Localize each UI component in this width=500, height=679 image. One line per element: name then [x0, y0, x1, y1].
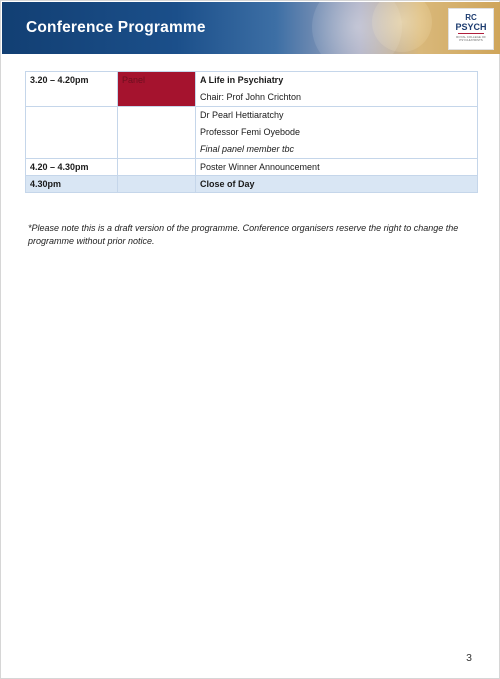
session-cell	[196, 72, 478, 107]
programme-table	[25, 71, 478, 193]
draft-disclaimer: *Please note this is a draft version of the programme. Conference organisers reserve the right to change the programme without prior notice.	[28, 223, 459, 246]
logo-text-college: ROYAL COLLEGE OF PSYCHIATRISTS	[456, 35, 486, 42]
panel-member: Final panel member tbc	[200, 144, 295, 154]
session-type-cell	[118, 107, 196, 159]
logo-text-psych: PSYCH	[455, 22, 487, 32]
session-type-cell	[118, 176, 196, 193]
table-row	[26, 176, 478, 193]
panel-member: Professor Femi Oyebode	[200, 127, 301, 137]
time-cell	[26, 107, 118, 159]
table-row	[26, 159, 478, 176]
session-type-cell	[118, 159, 196, 176]
logo-text-rc: RC	[465, 13, 477, 22]
panel-member: Dr Pearl Hettiaratchy	[200, 110, 284, 120]
table-row	[26, 107, 478, 159]
session-chair: Chair: Prof John Crichton	[200, 92, 302, 102]
logo-divider	[458, 33, 484, 34]
time-cell: 3.20 – 4.20pm	[26, 72, 118, 107]
session-cell: Close of Day	[196, 176, 478, 193]
rcpsych-logo	[448, 8, 494, 50]
session-cell: Poster Winner Announcement	[196, 159, 478, 176]
time-cell: 4.20 – 4.30pm	[26, 159, 118, 176]
session-title: A Life in Psychiatry	[200, 75, 284, 85]
page-number: 3	[466, 652, 472, 664]
session-type-cell: Panel	[118, 72, 196, 107]
header-banner	[2, 2, 500, 54]
table-row	[26, 72, 478, 107]
time-cell: 4.30pm	[26, 176, 118, 193]
page-title: Conference Programme	[26, 19, 206, 36]
session-cell	[196, 107, 478, 159]
